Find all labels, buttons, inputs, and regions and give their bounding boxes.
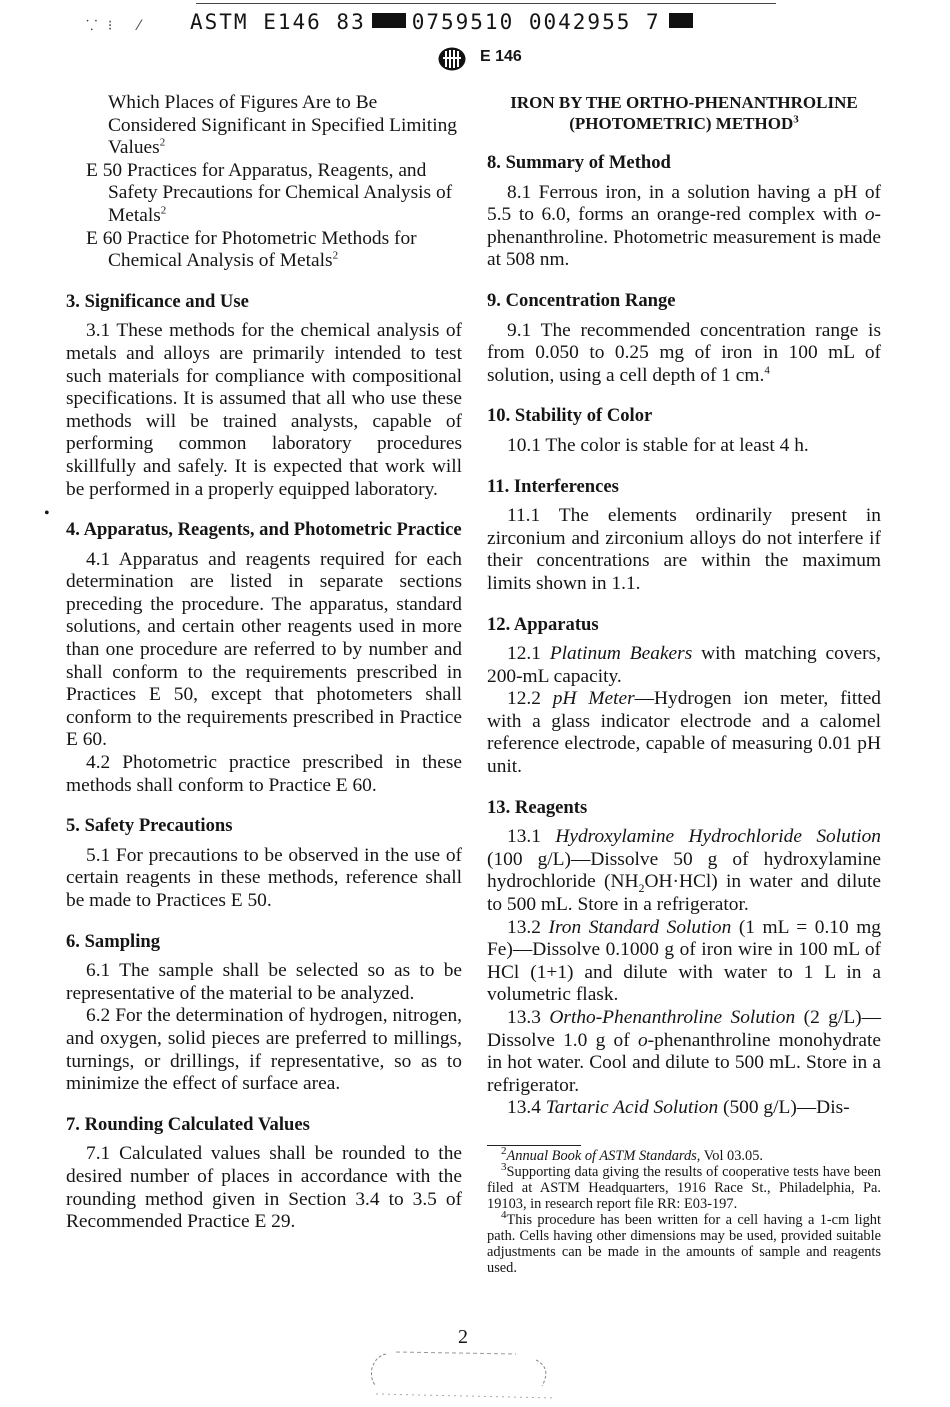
- footnote-2: $^2$Annual Book of ASTM Standards, Vol 03.05.: [501, 1145, 764, 1164]
- header-code-prefix: ASTM E146 83: [190, 10, 366, 34]
- section-12-1-text: 12.1 Platinum Beakers with matching covers, 200-mL capacity.: [487, 643, 881, 687]
- section-3-heading: 3. Significance and Use: [66, 290, 249, 312]
- reference-e50: E 50 Practices for Apparatus, Reagents, and Safety Precautions for Chemical Analysis of Metals$^2$: [86, 159, 453, 226]
- section-7-1-text: 7.1 Calculated values shall be rounded to the desired number of places in accordance with the rounding method given in Section 3.4 to 3.5 of Recommended Practice E 29.: [66, 1143, 462, 1233]
- section-13-3-text: 13.3 Ortho-Phenanthroline Solution (2 g/L)—Dissolve 1.0 g of o-phenanthroline monohydrate in hot water. Cool and dilute to 500 mL. Store in a refrigerator.: [487, 1007, 882, 1096]
- section-10-1-text: 10.1 The color is stable for at least 4 h.: [507, 434, 809, 456]
- section-4-1-text: 4.1 Apparatus and reagents required for each determination are listed in separate sections preceding the procedure. The apparatus, standard solutions, and certain other reagents used in more than one procedure are referred to by number and shall conform to the requirements prescribed in Practices E 50, except that photometers shall conform to the requirements prescribed in Practice E 60.: [66, 548, 462, 751]
- section-12-2-text: 12.2 pH Meter—Hydrogen ion meter, fitted with a glass indicator electrode and a calomel reference electrode, capable of measuring 0.01 pH unit.: [487, 688, 881, 778]
- right-column: [487, 92, 881, 1276]
- section-8-heading: 8. Summary of Method: [487, 152, 671, 173]
- section-13-4-text: 13.4 Tartaric Acid Solution (500 g/L)—Dis-: [507, 1097, 850, 1119]
- section-9-heading: 9. Concentration Range: [487, 289, 676, 311]
- section-10-heading: 10. Stability of Color: [487, 405, 653, 427]
- astm-header-code: [190, 10, 693, 34]
- section-11-heading: 11. Interferences: [487, 475, 619, 497]
- section-11-1-text: 11.1 The elements ordinarily present in zirconium and zirconium alloys do not interfere if their concentrations are within the maximum limits shown in 1.1.: [487, 505, 881, 594]
- section-7-heading: 7. Rounding Calculated Values: [66, 1113, 310, 1135]
- left-column: [66, 92, 462, 1234]
- method-title: IRON BY THE ORTHO-PHENANTHROLINE (PHOTOMETRIC) METHOD$^3$: [510, 93, 858, 133]
- footnote-4: $^4$This procedure has been written for a cell having a 1-cm light path. Cells having other dimensions may be used, provided suitable adjustments can be made in the amounts of sample and reagents used.: [487, 1209, 881, 1276]
- section-13-heading: 13. Reagents: [487, 796, 588, 818]
- section-13-2-text: 13.2 Iron Standard Solution (1 mL = 0.10 mg Fe)—Dissolve 0.1000 g of iron wire in 100 mL of HCl (1+1) and dilute with water to 1 L in a volumetric flask.: [487, 916, 882, 1006]
- scan-artifact-marks: [356, 1346, 576, 1401]
- black-bar-mark-end: [669, 13, 693, 28]
- reference-e60: E 60 Practice for Photometric Methods for Chemical Analysis of Metals$^2$: [86, 227, 417, 272]
- section-8-1-text: 8.1 Ferrous iron, in a solution having a pH of 5.5 to 6.0, forms an orange-red complex with o-phenanthroline. Photometric measurement is made at 508 nm.: [487, 181, 881, 271]
- section-5-1-text: 5.1 For precautions to be observed in the use of certain reagents in these methods, reference shall be made to Practices E 50.: [66, 844, 462, 911]
- scan-specks: ⸪ ⁝ ⁄: [86, 18, 144, 34]
- section-4-heading: 4. Apparatus, Reagents, and Photometric Practice: [66, 519, 462, 541]
- black-bar-mark: [372, 13, 406, 28]
- section-12-heading: 12. Apparatus: [487, 613, 599, 635]
- section-5-heading: 5. Safety Precautions: [66, 815, 233, 837]
- page-number: 2: [458, 1326, 468, 1348]
- section-6-heading: 6. Sampling: [66, 930, 161, 952]
- astm-logo-icon: [437, 46, 467, 72]
- header-code-number: 0759510 0042955 7: [411, 10, 661, 34]
- top-rule: [196, 3, 776, 4]
- section-9-1-text: 9.1 The recommended concentration range is from 0.050 to 0.25 mg of iron in 100 mL of solution, using a cell depth of 1 cm.$^4$: [487, 319, 881, 386]
- section-4-2-text: 4.2 Photometric practice prescribed in these methods shall conform to Practice E 60.: [66, 752, 462, 796]
- section-6-2-text: 6.2 For the determination of hydrogen, nitrogen, and oxygen, solid pieces are preferred to millings, turnings, or drillings, if representative, so as to minimize the effect of surface area.: [66, 1005, 462, 1095]
- section-3-1-text: 3.1 These methods for the chemical analysis of metals and alloys are primarily intended to test such materials for compliance with compositional specifications. It is assumed that all who use these methods will be trained analysts, capable of performing common laboratory procedures skillfully and safely. It is expected that work will be performed in a properly equipped laboratory.: [66, 320, 462, 500]
- footnote-3: $^3$Supporting data giving the results of cooperative tests have been filed at ASTM Headquarters, 1916 Race St., Philadelphia, Pa. 19103, in research report file RR: E03-197.: [487, 1161, 881, 1212]
- margin-mark: •: [44, 505, 50, 522]
- document-designation: E 146: [480, 48, 522, 65]
- reference-continuation: Which Places of Figures Are to Be Considered Significant in Specified Limiting Values$^2$: [108, 92, 457, 159]
- section-13-1-text: 13.1 Hydroxylamine Hydrochloride Solution (100 g/L)—Dissolve 50 g of hydroxylamine hydrochloride $(NH_2OH\cdot HCl)$ in water and dilute to 500 mL. Store in a refrigerator.: [487, 826, 881, 916]
- section-6-1-text: 6.1 The sample shall be selected so as to be representative of the material to be analyzed.: [66, 960, 462, 1004]
